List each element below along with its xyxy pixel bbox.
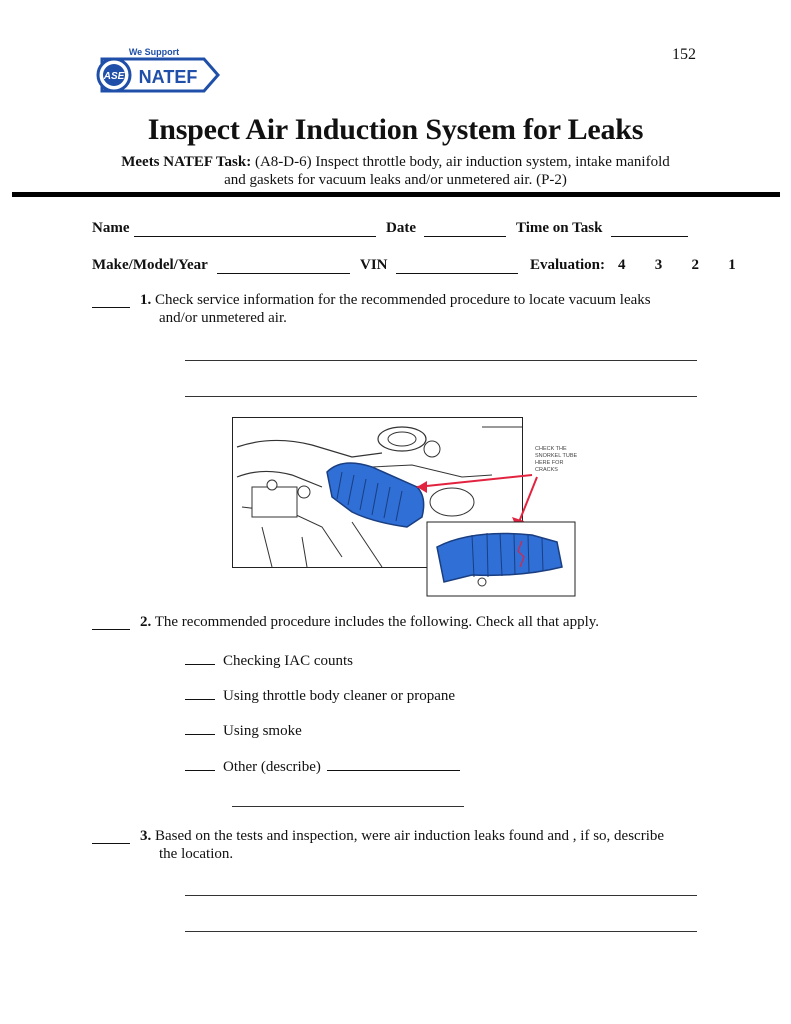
logo-tagline: We Support [128, 47, 180, 57]
callout-line1: CHECK THE [535, 446, 567, 452]
q3-answer-line-1[interactable] [185, 895, 697, 896]
time-on-task-label: Time on Task [516, 220, 603, 236]
natef-logo [92, 45, 222, 105]
checklist-item[interactable] [185, 685, 455, 705]
q3-line2: the location. [159, 846, 234, 862]
checklist-item[interactable] [185, 756, 460, 776]
checklist-label: Other (describe) [223, 759, 321, 775]
checklist-item[interactable] [185, 720, 302, 740]
natef-text: NATEF [138, 67, 198, 87]
q1-answer-line-1[interactable] [185, 360, 697, 361]
page-number: 152 [672, 46, 696, 63]
q2-check-blank[interactable] [92, 613, 130, 630]
checklist-label: Using throttle body cleaner or propane [223, 688, 456, 704]
task-code: (A8-D-6) [254, 154, 312, 170]
q2-number: 2. [140, 614, 152, 630]
header-divider [12, 192, 780, 197]
vin-field[interactable] [396, 257, 518, 274]
vin-label: VIN [360, 257, 388, 273]
q2-text: The recommended procedure includes the following. Check all that apply. [154, 614, 600, 630]
date-field[interactable] [424, 220, 506, 237]
checklist-label: Checking IAC counts [223, 653, 353, 669]
q3-number: 3. [140, 828, 152, 844]
q3-line1: Based on the tests and inspection, were air induction leaks found and , if so, describe [155, 828, 665, 844]
task-line2: and gaskets for vacuum leaks and/or unmetered air. (P-2) [224, 172, 567, 188]
q1-check-blank[interactable] [92, 291, 130, 308]
task-description [0, 153, 791, 189]
checklist-label: Using smoke [223, 723, 302, 739]
checkbox-blank[interactable] [185, 685, 215, 700]
question-3 [140, 827, 664, 863]
question-2 [140, 613, 599, 631]
q1-answer-line-2[interactable] [185, 396, 697, 397]
callout-line4: CRACKS [535, 467, 558, 473]
q1-line2: and/or unmetered air. [159, 310, 287, 326]
ase-badge-text: ASE [103, 71, 125, 82]
question-1 [140, 291, 651, 327]
other-describe-field[interactable] [327, 756, 460, 771]
page-title: Inspect Air Induction System for Leaks [147, 113, 644, 146]
callout-line2: SNORKEL TUBE [535, 453, 577, 459]
time-on-task-field[interactable] [611, 220, 688, 237]
other-describe-line-2[interactable] [232, 806, 464, 807]
task-label: Meets NATEF Task: [121, 154, 252, 170]
checkbox-blank[interactable] [185, 650, 215, 665]
callout-line3: HERE FOR [535, 460, 564, 466]
checklist-item[interactable] [185, 650, 353, 670]
air-induction-illustration [232, 417, 577, 597]
date-label: Date [386, 220, 416, 236]
evaluation-label: Evaluation: [530, 257, 606, 273]
evaluation-scores[interactable]: 4 3 2 1 [618, 257, 736, 273]
q3-answer-line-2[interactable] [185, 931, 697, 932]
name-field[interactable] [134, 220, 376, 237]
make-model-year-label: Make/Model/Year [92, 257, 208, 273]
make-model-year-field[interactable] [217, 257, 350, 274]
q1-line1: Check service information for the recommended procedure to locate vacuum leaks [155, 292, 651, 308]
q1-number: 1. [140, 292, 152, 308]
checkbox-blank[interactable] [185, 756, 215, 771]
checkbox-blank[interactable] [185, 720, 215, 735]
name-label: Name [92, 220, 130, 236]
q3-check-blank[interactable] [92, 827, 130, 844]
task-line1: Inspect throttle body, air induction system, intake manifold [315, 154, 670, 170]
